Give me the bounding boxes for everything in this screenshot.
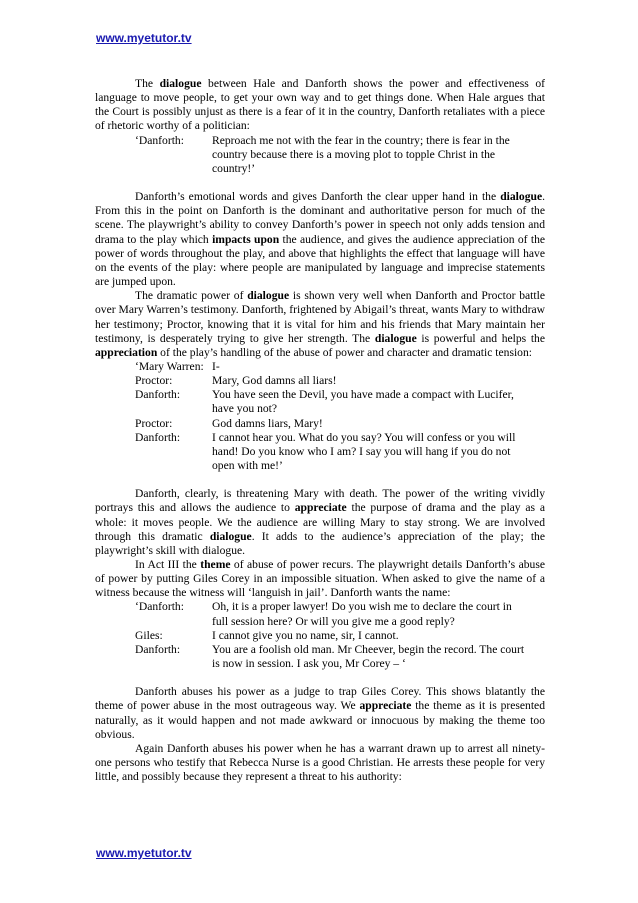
quote-line xyxy=(135,360,525,374)
speaker-name: Danforth: xyxy=(135,388,181,402)
quote-line xyxy=(135,417,525,431)
speech-text: Reproach me not with the fear in the country; there is fear in the country because there is a moving plot to topple Christ in the country!’ xyxy=(212,133,510,175)
speaker-name: Giles: xyxy=(135,628,163,642)
speaker-name: Danforth: xyxy=(135,430,181,444)
header-site-link[interactable]: www.myetutor.tv xyxy=(96,31,192,45)
speaker-name: ‘Danforth: xyxy=(135,133,184,147)
quote-line xyxy=(135,629,525,643)
paragraph-6: Danforth abuses his power as a judge to trap Giles Corey. This shows blatantly the theme of power abuse in the most outrageous way. We appreciate the theme as it is presented naturally, as it would happen and not made awkward or innocuous by making the theme too obvious. xyxy=(95,685,545,741)
quote-line xyxy=(135,388,525,416)
speech-text: I- xyxy=(212,359,220,373)
speaker-name: ‘Mary Warren: xyxy=(135,359,204,373)
quote-block-2 xyxy=(135,360,525,473)
speaker-name: Proctor: xyxy=(135,374,173,388)
quote-line xyxy=(135,374,525,388)
speaker-name: Proctor: xyxy=(135,416,173,430)
footer-site-link[interactable]: www.myetutor.tv xyxy=(96,846,192,860)
paragraph-2: Danforth’s emotional words and gives Danforth the clear upper hand in the dialogue. From this in the point on Danforth is the dominant and authoritative person for much of the scene. The playwright’s ability to convey Danforth’s power in speech not only adds tension and drama to the play which impacts upon the audience, and gives the audience appreciation of the power of words throughout the play, and above that highlights the effect that language will have on the events of the play: where people are manipulated by language and imprecise statements are jumped upon. xyxy=(95,190,546,289)
speech-text: Oh, it is a proper lawyer! Do you wish me to declare the court in full session here? Or will you give me a good reply? xyxy=(212,600,512,628)
speech-text: God damns liars, Mary! xyxy=(212,416,323,430)
paragraph-3: The dramatic power of dialogue is shown very well when Danforth and Proctor battle over Mary Warren’s testimony. Danforth, frightened by Abigail’s threat, wants Mary to withdraw her testimony; Proctor, knowing that it is vital for him and his friends that Mary maintain her testimony, is desperately trying to give her strength. The dialogue is powerful and helps the appreciation of the play’s handling of the abuse of power and character and dramatic tension: xyxy=(95,289,546,359)
speech-text: You have seen the Devil, you have made a compact with Lucifer, have you not? xyxy=(212,388,514,416)
quote-line xyxy=(135,643,525,671)
quote-block-1 xyxy=(135,134,525,176)
paragraph-1: The dialogue between Hale and Danforth shows the power and effectiveness of language to move people, to get your own way and to get things done. When Hale argues that the Court is possibly unjust as there is a fear of it in the country, Danforth retaliates with a piece of rhetoric worthy of a politician: xyxy=(95,77,545,133)
essay-body xyxy=(95,77,545,784)
quote-block-3 xyxy=(135,600,525,671)
quote-line xyxy=(135,431,525,473)
quote-line xyxy=(135,600,525,628)
speech-text: I cannot hear you. What do you say? You will confess or you will hand! Do you know who I am? I say you will hang if you do not open with me!’ xyxy=(212,430,516,473)
paragraph-7: Again Danforth abuses his power when he has a warrant drawn up to arrest all ninety-one persons who testify that Rebecca Nurse is a good Christian. He arrests these people for very little, and possibly because they represent a threat to his authority: xyxy=(95,741,545,784)
speech-text: Mary, God damns all liars! xyxy=(212,374,337,388)
quote-line xyxy=(135,134,525,176)
paragraph-5: In Act III the theme of abuse of power recurs. The playwright details Danforth’s abuse of power by putting Giles Corey in an impossible situation. When asked to give the name of a witness because the witness will ‘languish in jail’. Danforth wants the name: xyxy=(95,558,545,600)
speaker-name: ‘Danforth: xyxy=(135,600,184,614)
speaker-name: Danforth: xyxy=(135,642,181,656)
speech-text: You are a foolish old man. Mr Cheever, begin the record. The court is now in session. I ask you, Mr Corey – ‘ xyxy=(212,642,525,671)
paragraph-4: Danforth, clearly, is threatening Mary with death. The power of the writing vividly portrays this and allows the audience to appreciate the purpose of drama and the play as a whole: it moves people. We the audience are willing Mary to stay strong. We are involved through this dramatic dialogue. It adds to the audience’s appreciation of the play; the playwright’s skill with dialogue. xyxy=(95,487,546,557)
speech-text: I cannot give you no name, sir, I cannot. xyxy=(212,628,399,642)
